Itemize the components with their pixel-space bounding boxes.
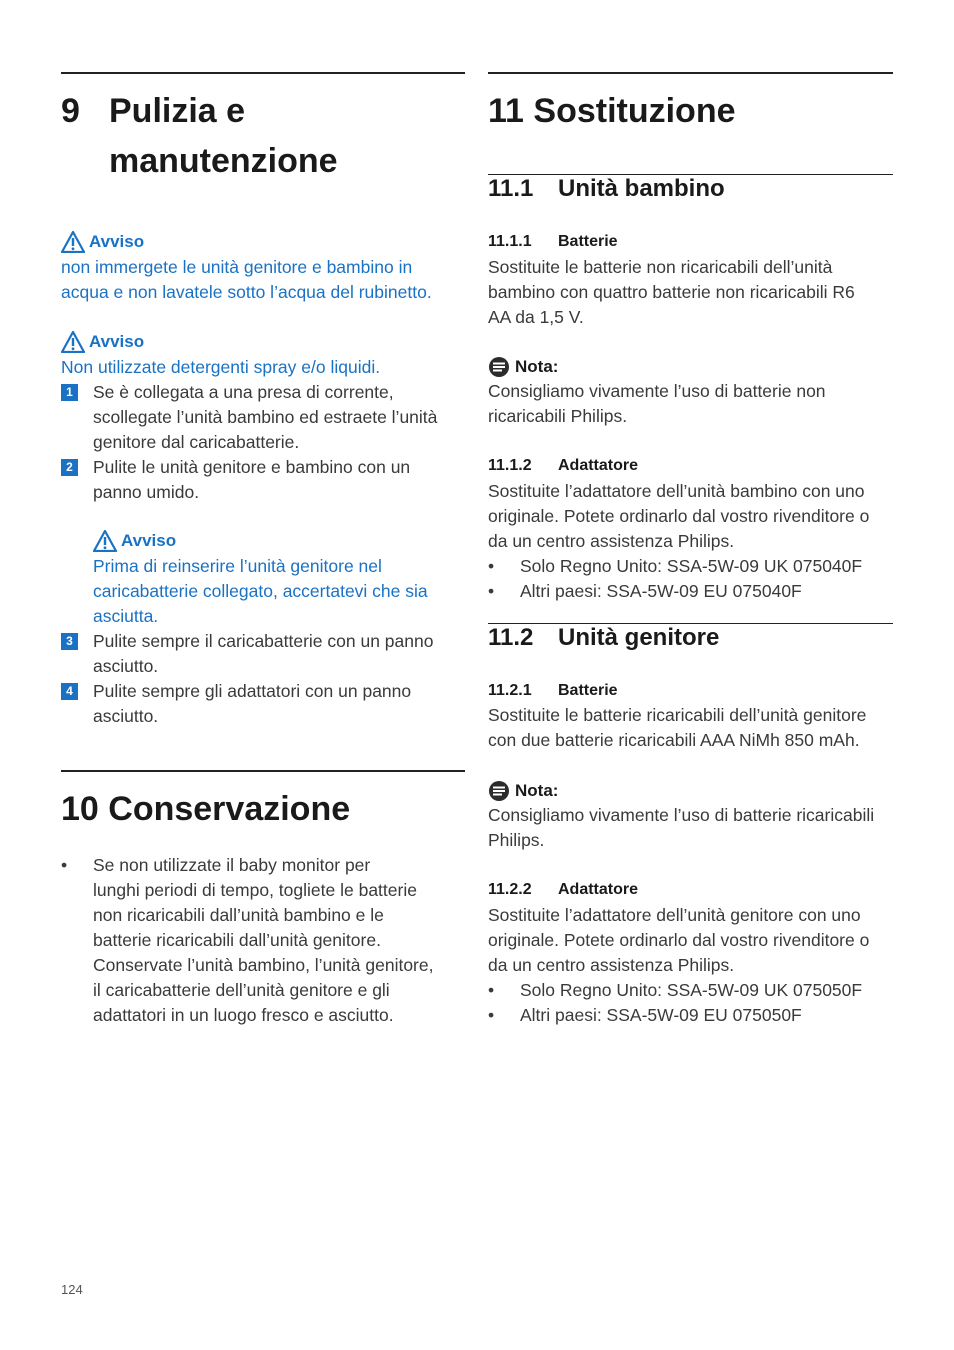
section-11-1-2-text: Sostituite l’adattatore dell’unità bambino con uno originale. Potete ordinarlo dal vostro rivenditore o da un centro assistenza Philips.	[488, 481, 870, 551]
step-text: Se è collegata a una presa di corrente, scollegate l’unità bambino ed estraete l’unità genitore dal caricabatterie.	[93, 382, 438, 452]
step-number-badge: 2	[61, 459, 78, 476]
section-11-2-2-title: 11.2.2 Adattatore	[488, 881, 639, 898]
warning-triangle-icon	[61, 231, 85, 253]
warning-heading-1: Avviso	[61, 231, 144, 253]
section-11-2-1-text: Sostituite le batterie ricaricabili dell’unità genitore con due batterie ricaricabili AAA NiMh 850 mAh.	[488, 705, 867, 750]
note-text-2: Consigliamo vivamente l’uso di batterie ricaricabili Philips.	[488, 805, 875, 850]
warning-text-1: non immergete le unità genitore e bambino in acqua e non lavatele sotto l’acqua del rubinetto.	[61, 257, 432, 302]
section-10-title: 10 Conservazione	[61, 790, 351, 828]
section-9-title: 9 Pulizia e manutenzione	[61, 92, 338, 180]
step-4	[61, 679, 412, 726]
step-2	[61, 455, 411, 502]
warning-heading-2: Avviso	[61, 331, 144, 353]
section-11-1-2-title: 11.1.2 Adattatore	[488, 457, 639, 474]
section-10-rule	[61, 770, 465, 772]
note-icon	[488, 356, 510, 378]
section-11-title: 11 Sostituzione	[488, 92, 736, 130]
section-11-2-2-text: Sostituite l’adattatore dell’unità genitore con uno originale. Potete ordinarlo dal vostro rivenditore o da un centro assistenza Philips.	[488, 905, 870, 975]
warning-text-3: Prima di reinserire l’unità genitore nel caricabatterie collegato, accertatevi che sia asciutta.	[93, 556, 428, 626]
section-11-1-1-text: Sostituite le batterie non ricaricabili dell’unità bambino con quattro batterie non ricaricabili R6 AA da 1,5 V.	[488, 257, 855, 327]
warning-heading-3: Avviso	[93, 530, 176, 552]
section-11-2-title: 11.2 Unità genitore	[488, 624, 720, 651]
section-11-2-1-title: 11.2.1 Batterie	[488, 682, 618, 699]
note-text-1: Consigliamo vivamente l’uso di batterie non ricaricabili Philips.	[488, 381, 826, 426]
section-11-1-1-title: 11.1.1 Batterie	[488, 233, 618, 250]
warning-triangle-icon	[61, 331, 85, 353]
step-number-badge: 4	[61, 683, 78, 700]
section-11-1-title: 11.1 Unità bambino	[488, 175, 725, 202]
step-text: Pulite sempre gli adattatori con un panno asciutto.	[93, 681, 412, 726]
warning-text-2: Non utilizzate detergenti spray e/o liquidi.	[61, 357, 381, 377]
note-heading-1: Nota:	[488, 356, 558, 378]
step-3	[61, 629, 434, 676]
warning-triangle-icon	[93, 530, 117, 552]
step-1	[61, 380, 438, 452]
section-11-rule	[488, 72, 893, 74]
step-number-badge: 3	[61, 633, 78, 650]
page-number: 124	[61, 1282, 83, 1297]
section-9-rule	[61, 72, 465, 74]
storage-text: Se non utilizzate il baby monitor per lunghi periodi di tempo, togliete le batterie non ricaricabili dall’unità bambino e le batterie ricaricabili dall’unità genitore. Conservate l’unità bambino, l’unità genitore, il caricabatterie dell’unità genitore e gli adattatori in un luogo fresco e asciutto.	[93, 855, 434, 1025]
note-icon	[488, 780, 510, 802]
step-text: Pulite sempre il caricabatterie con un panno asciutto.	[93, 631, 434, 676]
note-heading-2: Nota:	[488, 780, 558, 802]
step-number-badge: 1	[61, 384, 78, 401]
step-text: Pulite le unità genitore e bambino con un panno umido.	[93, 457, 411, 502]
